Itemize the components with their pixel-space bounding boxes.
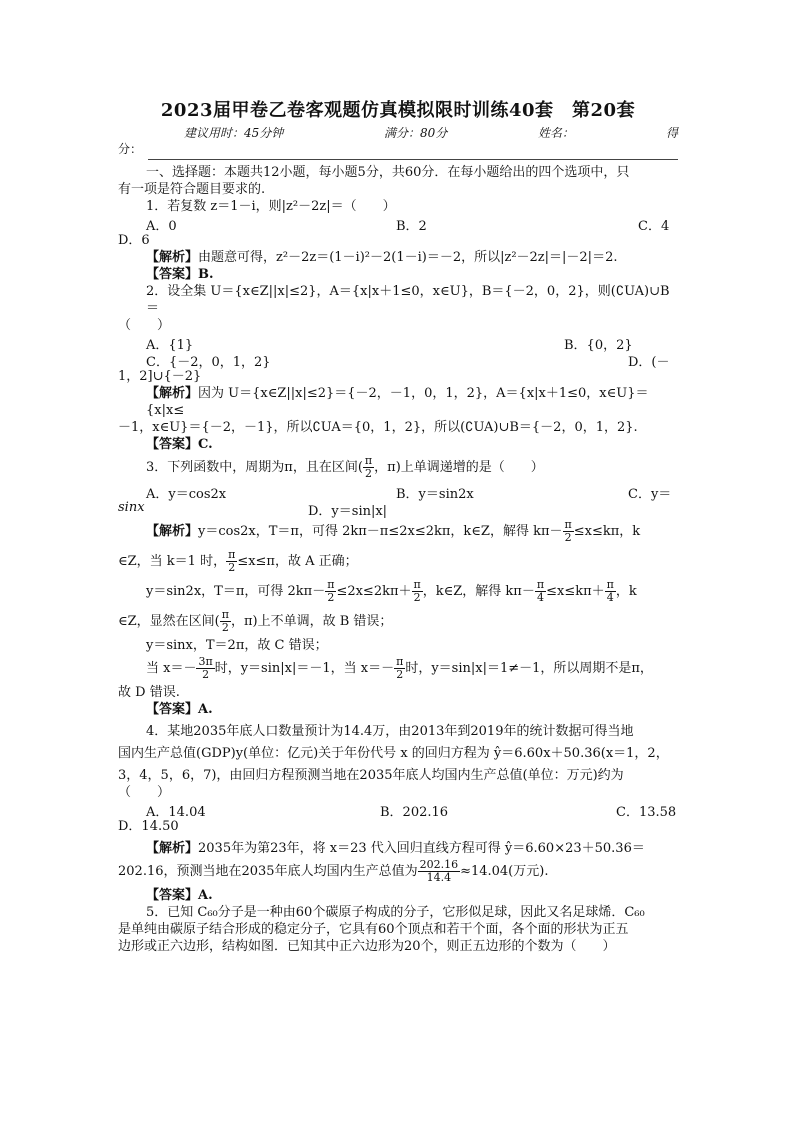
option-c-cont: sinx: [118, 500, 145, 515]
get-label: 得: [666, 126, 679, 140]
option-d: D．(－: [628, 355, 670, 370]
name-label: 姓名：: [538, 126, 575, 140]
page-title: 2023届甲卷乙卷客观题仿真模拟限时训练40套 第20套: [160, 100, 636, 121]
option-a: A．y＝cos2x: [146, 487, 227, 502]
analysis-line-4: ∈Z，显然在区间( $\frac{\pi}{2}$ ，π)上不单调，故 B 错误；: [118, 608, 393, 634]
section-intro: 一、选择题：本题共12小题，每小题5分，共60分．在每小题给出的四个选项中，只: [146, 165, 630, 180]
option-a: A．14.04: [146, 805, 206, 820]
answer-tag: 【答案】: [146, 267, 199, 282]
question-3-options: [118, 483, 678, 500]
option-c: C．{－2，0，1，2}: [146, 355, 271, 370]
analysis-line-5: y＝sinx，T＝2π，故 C 错误；: [146, 638, 328, 653]
question-2-stem-cont: （ ）: [118, 318, 171, 333]
analysis-text: 由题意可得，z²－2z＝(1－i)²－2(1－i)＝－2，所以|z²－2z|＝|－2|＝2.: [198, 250, 618, 265]
answer-tag: 【答案】: [146, 702, 199, 717]
question-4-stem: 4．某地2035年底人口数量预计为14.4万，由2013年到2019年的统计数据可得当地: [146, 724, 634, 739]
answer-value: B.: [198, 267, 214, 282]
question-2-stem: 2．设全集 U＝{x∈Z||x|≤2}，A＝{x|x＋1≤0，x∈U}，B＝{－2，0，2}，则(∁UA)∪B＝: [146, 284, 670, 316]
question-3-options-row2: [118, 500, 678, 517]
analysis-line-3: y＝sin2x，T＝π，可得 2kπ－ $\frac{\pi}{2}$ ≤2x≤2kπ＋ $\frac{\pi}{2}$ ，k∈Z，解得 kπ－ $\frac{\pi}{4}$ ≤x≤kπ＋ $\frac{\pi}{4}$ ，k: [146, 578, 637, 604]
analysis-text-cont: 202.16，预测当地在2035年底人均国内生产总值为 $\frac{202.16}{14.4}$ ≈14.04(万元).: [118, 858, 549, 884]
question-4-answer: [118, 887, 678, 904]
question-4-options: [118, 801, 678, 818]
question-1-options: [118, 215, 678, 232]
question-5-stem-3: 边形或正六边形，结构如图．已知其中正六边形为20个，则正五边形的个数为（ ）: [118, 939, 616, 954]
option-b: B．y＝sin2x: [396, 487, 474, 502]
section-intro-cont: 有一项是符合题目要求的.: [118, 182, 266, 197]
answer-value: C.: [198, 437, 213, 452]
option-b: B．2: [396, 219, 427, 234]
analysis-line-7: 故 D 错误.: [118, 685, 180, 700]
analysis-tag: 【解析】: [146, 841, 199, 856]
question-4-stem-2: 国内生产总值(GDP)y(单位：亿元)关于年份代号 x 的回归方程为 ŷ＝6.60x＋50.36(x＝1，2，: [118, 746, 669, 761]
option-d: D．y＝sin|x|: [308, 504, 388, 519]
question-1-analysis: [118, 249, 678, 266]
analysis-tag: 【解析】: [146, 386, 199, 401]
question-1-answer: [118, 266, 678, 283]
question-5-stem: 5．已知 C₆₀分子是一种由60个碳原子构成的分子，它形似足球，因此又名足球烯．C₆₀: [146, 905, 645, 920]
analysis-text-cont: －1，x∈U}＝{－2，－1}，所以∁UA＝{0，1，2}，所以(∁UA)∪B＝{－2，0，1，2}.: [118, 420, 638, 435]
score-label: 满分：80分: [384, 126, 448, 140]
question-3-stem: 3．下列函数中，周期为π，且在区间( $\frac{\pi}{2}$ ，π)上单调递增的是（ ）: [146, 454, 544, 480]
option-c: C．4: [638, 219, 670, 234]
question-2-answer: [118, 436, 678, 453]
analysis-tag: 【解析】: [146, 250, 199, 265]
question-4-analysis: [118, 840, 678, 857]
answer-value: A.: [198, 888, 213, 903]
analysis-line-6: 当 x＝－ $\frac{3\pi}{2}$ 时，y＝sin|x|＝－1，当 x＝－ $\frac{\pi}{2}$ 时，y＝sin|x|＝1≠－1，所以周期不是π，: [146, 655, 653, 681]
question-4-stem-3: 3，4，5，6，7)，由回归方程预测当地在2035年底人均国内生产总值(单位：万元)约为: [118, 768, 624, 783]
option-a: A．{1}: [146, 338, 194, 353]
question-3-analysis: 【解析】y＝cos2x，T＝π，可得 2kπ－π≤2x≤2kπ，k∈Z，解得 kπ－ $\frac{\pi}{2}$ ≤x≤kπ，k: [146, 518, 641, 544]
analysis-text: 因为 U＝{x∈Z||x|≤2}＝{－2，－1，0，1，2}，A＝{x|x＋1≤0，x∈U}＝{x|x≤: [146, 386, 649, 418]
divider: [148, 159, 678, 160]
answer-tag: 【答案】: [146, 437, 199, 452]
question-2-options-row1: [118, 334, 678, 351]
option-d-cont: 1，2]∪{－2}: [118, 369, 202, 384]
time-label: 建议用时：45分钟: [184, 126, 284, 140]
option-c: C．y＝: [628, 487, 672, 502]
question-2-options-row2: [118, 351, 678, 368]
answer-tag: 【答案】: [146, 888, 199, 903]
analysis-line-2: ∈Z，当 k＝1 时， $\frac{\pi}{2}$ ≤x≤π，故 A 正确；: [118, 548, 358, 574]
option-a: A．0: [146, 219, 177, 234]
analysis-text: 2035年为第23年，将 x＝23 代入回归直线方程可得 ŷ＝6.60×23＋50.36＝: [198, 841, 645, 856]
question-1-stem: 1．若复数 z＝1－i，则|z²－2z|＝（ ）: [146, 199, 396, 214]
question-4-stem-4: （ ）: [118, 785, 171, 800]
option-d: D．14.50: [118, 819, 179, 834]
answer-value: A.: [198, 702, 213, 717]
header-meta: [118, 122, 678, 140]
option-d: D．6: [118, 233, 150, 248]
question-5-stem-2: 是单纯由碳原子结合形成的稳定分子，它具有60个顶点和若干个面，各个面的形状为正五: [118, 922, 629, 937]
option-b: B．{0，2}: [564, 338, 633, 353]
option-b: B．202.16: [380, 805, 449, 820]
question-3-answer: [118, 701, 678, 718]
exam-page: [118, 96, 678, 955]
question-2-analysis: [118, 385, 678, 419]
option-c: C．13.58: [616, 805, 677, 820]
get-label-cont: 分：: [118, 142, 143, 156]
